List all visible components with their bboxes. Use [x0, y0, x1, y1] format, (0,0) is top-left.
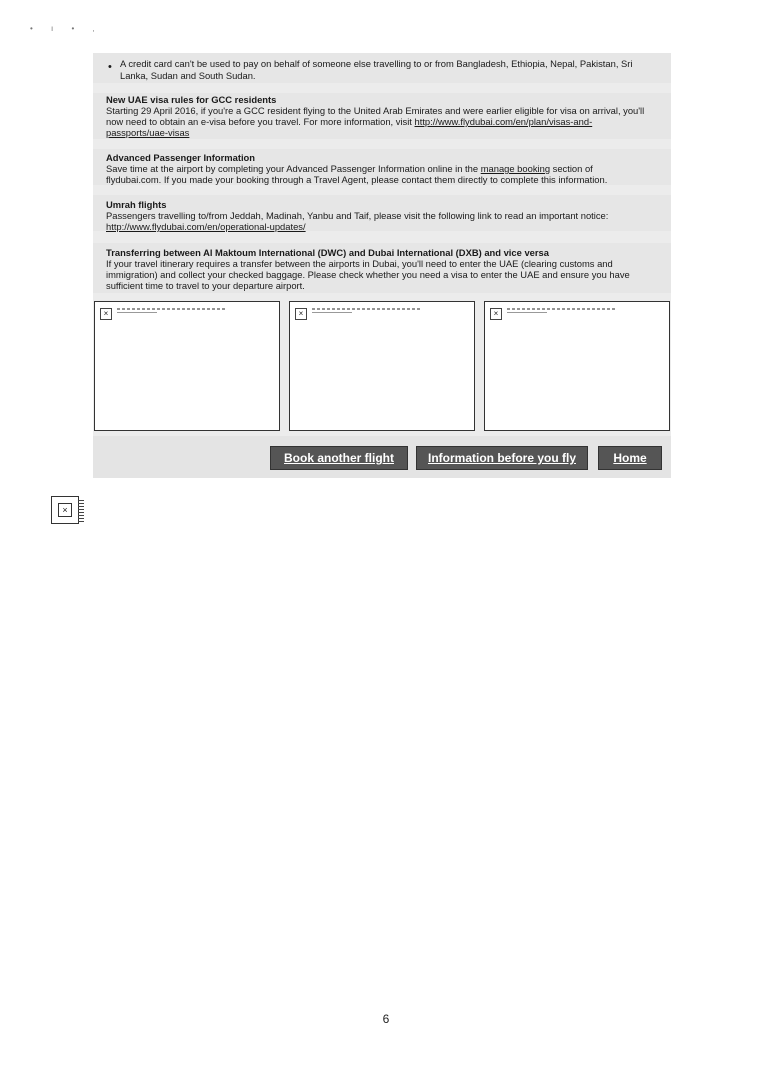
bullet-icon: • [108, 61, 112, 73]
transfer-line-1: If your travel itinerary requires a transfer between the airports in Dubai, you'll need to enter the UAE (clearing customs and [106, 258, 613, 269]
api-line-1 [106, 163, 593, 175]
panel-caption-scribble [507, 312, 547, 313]
bullet-line-1: A credit card can't be used to pay on behalf of someone else travelling to or from Bangladesh, Ethiopia, Nepal, Pakistan, Sri [120, 58, 633, 69]
home-button[interactable]: Home [598, 446, 662, 470]
close-icon: × [58, 503, 72, 517]
transfer-line-3: sufficient time to travel to your departure airport. [106, 280, 305, 291]
panel-caption-scribble [507, 308, 617, 310]
gcc-line-2 [106, 116, 592, 128]
broken-image-icon: × [490, 308, 502, 320]
promo-panel-2[interactable] [289, 301, 475, 431]
api-line-1-tail: section of [550, 163, 593, 174]
api-line-1-text: Save time at the airport by completing your Advanced Passenger Information online in the [106, 163, 481, 174]
panel-caption-scribble [117, 308, 227, 310]
promo-panel-1[interactable] [94, 301, 280, 431]
bullet-line-2: Lanka, Sudan and South Sudan. [120, 70, 256, 81]
promo-panel-3[interactable] [484, 301, 670, 431]
api-title: Advanced Passenger Information [106, 152, 255, 163]
panel-caption-scribble [312, 308, 422, 310]
transfer-line-2: immigration) and collect your checked baggage. Please check whether you need a visa to enter the UAE and ensure you have [106, 269, 630, 280]
broken-image-icon: × [100, 308, 112, 320]
umrah-line-1: Passengers travelling to/from Jeddah, Madinah, Yanbu and Taif, please visit the following link to read an important notice: [106, 210, 609, 221]
gcc-line-2-text: now need to obtain an e-visa before you travel. For more information, visit [106, 116, 415, 127]
page-number: 6 [382, 1012, 390, 1026]
api-line-2: flydubai.com. If you made your booking through a Travel Agent, please contact them directly to complete this information. [106, 174, 608, 185]
umrah-title: Umrah flights [106, 199, 167, 210]
panel-caption-scribble [117, 312, 157, 313]
scan-artifact [78, 500, 84, 524]
broken-image-icon: × [295, 308, 307, 320]
transfer-title: Transferring between Al Maktoum International (DWC) and Dubai International (DXB) and vice versa [106, 247, 549, 258]
manage-booking-link[interactable]: manage booking [480, 163, 551, 174]
gcc-visa-link[interactable]: http://www.flydubai.com/en/plan/visas-and- [414, 116, 593, 127]
scan-marks: • ı • ‚ [30, 24, 103, 33]
operational-updates-link[interactable]: http://www.flydubai.com/en/operational-updates/ [106, 221, 306, 232]
panel-caption-scribble [312, 312, 352, 313]
broken-image-icon [51, 496, 79, 524]
gcc-title: New UAE visa rules for GCC residents [106, 94, 277, 105]
gcc-visa-link-continued[interactable]: passports/uae-visas [106, 127, 190, 138]
book-another-flight-button[interactable]: Book another flight [270, 446, 408, 470]
gcc-line-1: Starting 29 April 2016, if you're a GCC resident flying to the United Arab Emirates and were earlier eligible for visa on arrival, you'll [106, 105, 645, 116]
information-before-you-fly-button[interactable]: Information before you fly [416, 446, 588, 470]
